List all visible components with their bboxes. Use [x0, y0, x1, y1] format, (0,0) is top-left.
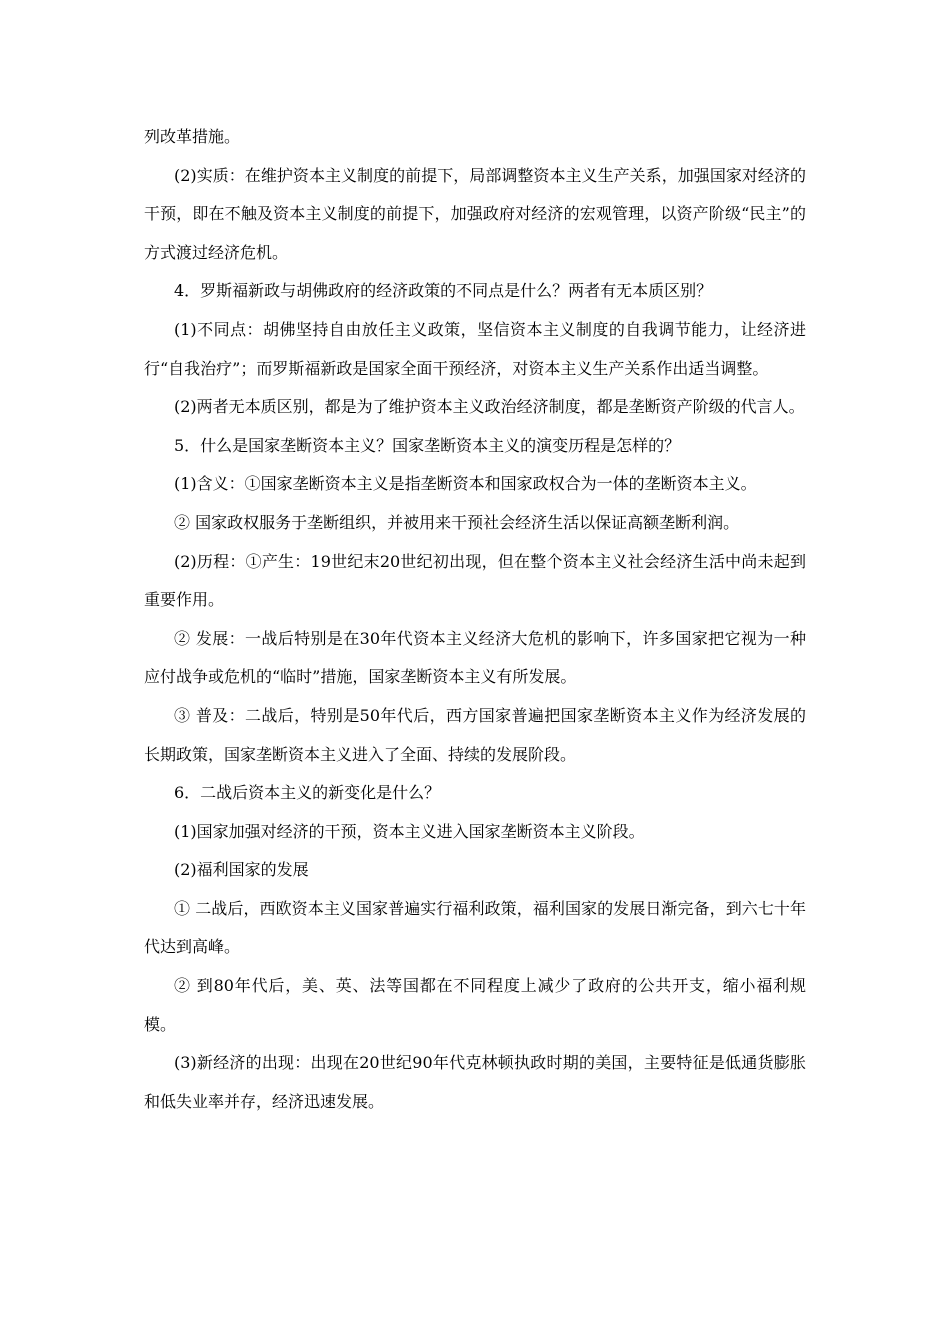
- paragraph-meaning: (1)含义：①国家垄断资本主义是指垄断资本和国家政权合为一体的垄断资本主义。: [174, 474, 757, 494]
- paragraph-welfare-reduction: ② 到80年代后，美、英、法等国都在不同程度上减少了政府的公共开支，缩小福利规模。: [144, 976, 806, 1034]
- paragraph-state-intervention: (1)国家加强对经济的干预，资本主义进入国家垄断资本主义阶段。: [174, 821, 645, 841]
- paragraph-welfare-peak: ① 二战后，西欧资本主义国家普遍实行福利政策，福利国家的发展日渐完备，到六七十年代达到高峰。: [144, 898, 806, 957]
- question-5: 5．什么是国家垄断资本主义？国家垄断资本主义的演变历程是怎样的？: [174, 435, 681, 455]
- document-page: [144, 118, 806, 1121]
- paragraph-history-development: ② 发展：一战后特别是在30年代资本主义经济大危机的影响下，许多国家把它视为一种应付战争或危机的“临时”措施，国家垄断资本主义有所发展。: [144, 628, 806, 687]
- paragraph-essence: (2)实质：在维护资本主义制度的前提下，局部调整资本主义生产关系，加强国家对经济的干预，即在不触及资本主义制度的前提下，加强政府对经济的宏观管理，以资产阶级“民主”的方式渡过经济危机。: [144, 165, 806, 262]
- question-4: 4．罗斯福新政与胡佛政府的经济政策的不同点是什么？两者有无本质区别？: [174, 281, 713, 301]
- question-6: 6．二战后资本主义的新变化是什么？: [174, 783, 441, 803]
- paragraph-history-origin: (2)历程：①产生：19世纪末20世纪初出现，但在整个资本主义社会经济生活中尚未起到重要作用。: [144, 551, 806, 610]
- paragraph-meaning-2: ② 国家政权服务于垄断组织，并被用来干预社会经济生活以保证高额垄断利润。: [174, 512, 740, 532]
- paragraph-history-spread: ③ 普及：二战后，特别是50年代后，西方国家普遍把国家垄断资本主义作为经济发展的长期政策，国家垄断资本主义进入了全面、持续的发展阶段。: [144, 705, 806, 764]
- paragraph-no-essential-difference: (2)两者无本质区别，都是为了维护资本主义政治经济制度，都是垄断资产阶级的代言人。: [174, 397, 805, 417]
- paragraph-differences: (1)不同点：胡佛坚持自由放任主义政策，坚信资本主义制度的自我调节能力，让经济进行“自我治疗”；而罗斯福新政是国家全面干预经济，对资本主义生产关系作出适当调整。: [144, 319, 806, 378]
- paragraph-continuation: 列改革措施。: [144, 127, 241, 146]
- paragraph-welfare-state-heading: (2)福利国家的发展: [174, 860, 309, 880]
- paragraph-new-economy: (3)新经济的出现：出现在20世纪90年代克林顿执政时期的美国，主要特征是低通货膨胀和低失业率并存，经济迅速发展。: [144, 1053, 806, 1111]
